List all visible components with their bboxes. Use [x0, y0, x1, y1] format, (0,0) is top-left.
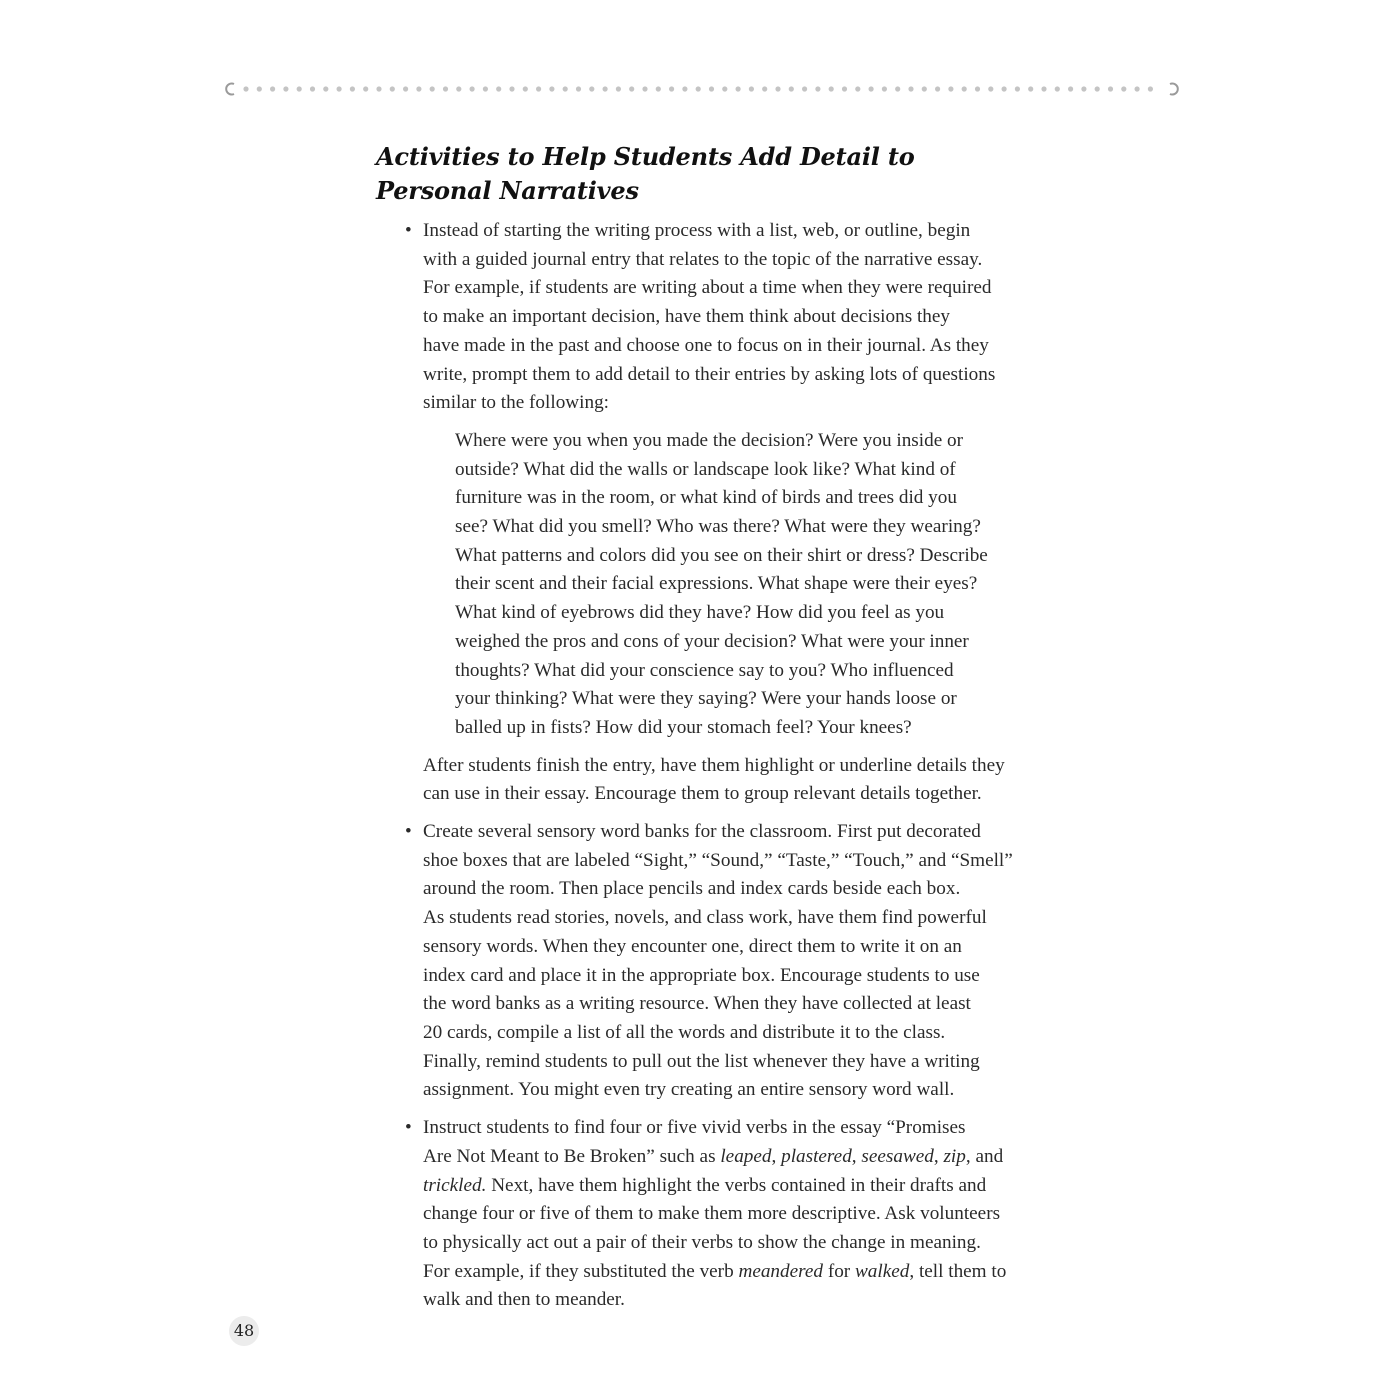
rule-dot: [416, 86, 421, 91]
rule-dot: [815, 86, 820, 91]
example-verb: zip: [943, 1145, 966, 1167]
title-line-2: Personal Narratives: [376, 176, 639, 205]
text-line: [423, 1143, 1035, 1172]
rule-dot: [297, 86, 302, 91]
page-number: 48: [229, 1316, 259, 1346]
rule-dot: [962, 86, 967, 91]
rule-dot: [842, 86, 847, 91]
rule-dot: [243, 86, 248, 91]
rule-dot: [1002, 86, 1007, 91]
rule-dot: [1041, 86, 1046, 91]
rule-dot: [363, 86, 368, 91]
rule-dot: [682, 86, 687, 91]
rule-dot: [323, 86, 328, 91]
rule-dot: [576, 86, 581, 91]
rule-dot: [669, 86, 674, 91]
rule-dot: [656, 86, 661, 91]
bullet-marker: •: [405, 220, 412, 241]
text-segment: For example, if they substituted the verb: [423, 1260, 739, 1282]
rule-dot: [549, 86, 554, 91]
text-line: shoe boxes that are labeled “Sight,” “Sound,” “Taste,” “Touch,” and “Smell”: [423, 849, 1013, 871]
rule-dot: [523, 86, 528, 91]
rule-dot: [948, 86, 953, 91]
rule-dot: [337, 86, 342, 91]
example-verb: meandered: [738, 1260, 824, 1282]
text-line: to physically act out a pair of their verbs to show the change in meaning.: [423, 1231, 981, 1253]
example-verb: plastered: [781, 1145, 852, 1167]
text-line: As students read stories, novels, and class work, have them find powerful: [423, 907, 987, 929]
rule-dot: [789, 86, 794, 91]
activities-list: [405, 217, 1035, 1324]
text-line: can use in their essay. Encourage them to group relevant details together.: [423, 783, 982, 805]
text-line: change four or five of them to make them more descriptive. Ask volunteers: [423, 1203, 1001, 1225]
dotted-rule-graphic: [221, 80, 1183, 98]
text-line: [423, 1258, 1035, 1287]
example-verb: walked: [854, 1260, 910, 1282]
rule-dot: [603, 86, 608, 91]
text-line: Instruct students to find four or five vivid verbs in the essay “Promises: [423, 1117, 966, 1139]
left-curl-ornament: [226, 84, 234, 95]
text-line: After students finish the entry, have them highlight or underline details they: [423, 754, 1005, 776]
text-line: For example, if students are writing about a time when they were required: [423, 277, 992, 299]
text-line: the word banks as a writing resource. When they have collected at least: [423, 993, 971, 1015]
rule-dot: [749, 86, 754, 91]
text-line: your thinking? What were they saying? Were your hands loose or: [455, 688, 957, 710]
rule-dot: [882, 86, 887, 91]
rule-dot: [762, 86, 767, 91]
text-line: around the room. Then place pencils and index cards beside each box.: [423, 878, 961, 900]
rule-dot: [1081, 86, 1086, 91]
rule-dot: [350, 86, 355, 91]
rule-dot: [1055, 86, 1060, 91]
text-line: weighed the pros and cons of your decision? What were your inner: [455, 630, 969, 652]
text-line: with a guided journal entry that relates to the topic of the narrative essay.: [423, 248, 983, 270]
text-line: their scent and their facial expressions. What shape were their eyes?: [455, 573, 978, 595]
rule-dot: [709, 86, 714, 91]
bullet-marker: •: [405, 821, 412, 843]
text-line: see? What did you smell? Who was there? What were they wearing?: [455, 516, 981, 538]
text-line: Instead of starting the writing process with a list, web, or outline, begin: [423, 220, 971, 241]
rule-dot: [456, 86, 461, 91]
text-segment: Are Not Meant to Be Broken” such as: [423, 1145, 721, 1167]
rule-dot: [642, 86, 647, 91]
bullet-item-vivid-verbs: [405, 1114, 1035, 1315]
text-segment: for: [823, 1260, 855, 1282]
rule-dot: [563, 86, 568, 91]
rule-dot: [736, 86, 741, 91]
rule-dot: [390, 86, 395, 91]
rule-dot: [935, 86, 940, 91]
rule-dot: [696, 86, 701, 91]
example-verb: seesawed: [861, 1145, 934, 1167]
rule-dot: [270, 86, 275, 91]
bullet-text: [423, 1114, 1035, 1315]
text-line: Create several sensory word banks for the classroom. First put decorated: [423, 821, 981, 843]
bullet-item-sensory-word-banks: [405, 818, 1035, 1105]
bullet-item-journal-entry: [405, 217, 1035, 809]
text-line: assignment. You might even try creating an entire sensory word wall.: [423, 1079, 955, 1101]
bullet-text: [423, 217, 1035, 418]
text-line: thoughts? What did your conscience say to you? Who influenced: [455, 659, 954, 681]
text-line: index card and place it in the appropriate box. Encourage students to use: [423, 964, 980, 986]
text-line: walk and then to meander.: [423, 1289, 625, 1311]
rule-dot: [1095, 86, 1100, 91]
rule-dot: [616, 86, 621, 91]
rule-dot: [975, 86, 980, 91]
rule-dot: [509, 86, 514, 91]
text-line: What kind of eyebrows did they have? How did you feel as you: [455, 602, 945, 624]
rule-dot: [629, 86, 634, 91]
rule-dot: [483, 86, 488, 91]
rule-dot: [470, 86, 475, 91]
rule-dot: [922, 86, 927, 91]
rule-dot: [855, 86, 860, 91]
text-line: [423, 1172, 1035, 1201]
rule-dot: [1135, 86, 1140, 91]
rule-dot: [257, 86, 262, 91]
text-line: write, prompt them to add detail to their entries by asking lots of questions: [423, 363, 996, 385]
rule-dot: [908, 86, 913, 91]
rule-dot: [443, 86, 448, 91]
rule-dot: [536, 86, 541, 91]
rule-dot: [496, 86, 501, 91]
right-curl-ornament: [1170, 84, 1178, 95]
rule-dot: [895, 86, 900, 91]
rule-dot: [403, 86, 408, 91]
section-title: [376, 140, 1016, 208]
rule-dot: [988, 86, 993, 91]
text-line: outside? What did the walls or landscape look like? What kind of: [455, 458, 956, 480]
rule-dot: [589, 86, 594, 91]
text-line: to make an important decision, have them think about decisions they: [423, 306, 951, 328]
bullet-marker: •: [405, 1117, 412, 1139]
rule-dot: [829, 86, 834, 91]
text-segment: , tell them to: [909, 1260, 1007, 1282]
example-verb: leaped: [720, 1145, 772, 1167]
text-line: What patterns and colors did you see on their shirt or dress? Describe: [455, 544, 988, 566]
rule-dot: [1028, 86, 1033, 91]
rule-dot: [1068, 86, 1073, 91]
rule-dot: [1108, 86, 1113, 91]
text-segment: ,: [771, 1145, 782, 1167]
example-verb: trickled.: [423, 1174, 487, 1196]
rule-dot: [1121, 86, 1126, 91]
text-line: Finally, remind students to pull out the list whenever they have a writing: [423, 1050, 980, 1072]
text-line: sensory words. When they encounter one, direct them to write it on an: [423, 935, 962, 957]
rule-dot: [802, 86, 807, 91]
prompt-questions-block: [423, 427, 1035, 743]
rule-dot: [430, 86, 435, 91]
rule-dot: [869, 86, 874, 91]
rule-dot: [722, 86, 727, 91]
text-line: furniture was in the room, or what kind of birds and trees did you: [455, 487, 957, 509]
follow-up-paragraph: [423, 752, 1035, 809]
text-line: balled up in fists? How did your stomach feel? Your knees?: [455, 716, 912, 738]
text-line: 20 cards, compile a list of all the words and distribute it to the class.: [423, 1021, 946, 1043]
rule-dot: [1148, 86, 1153, 91]
title-line-1: Activities to Help Students Add Detail to: [376, 142, 915, 171]
rule-dot: [283, 86, 288, 91]
text-line: similar to the following:: [423, 392, 609, 414]
rule-dot: [1015, 86, 1020, 91]
rule-dot: [376, 86, 381, 91]
text-line: have made in the past and choose one to focus on in their journal. As they: [423, 334, 989, 356]
rule-dot: [310, 86, 315, 91]
text-segment: , and: [965, 1145, 1004, 1167]
bullet-text: [423, 818, 1035, 1105]
text-segment: ,: [851, 1145, 862, 1167]
text-segment: Next, have them highlight the verbs contained in their drafts and: [486, 1174, 987, 1196]
decorative-dotted-rule: [221, 80, 1183, 98]
rule-dot: [775, 86, 780, 91]
text-segment: ,: [933, 1145, 944, 1167]
text-line: Where were you when you made the decision? Were you inside or: [455, 429, 963, 451]
